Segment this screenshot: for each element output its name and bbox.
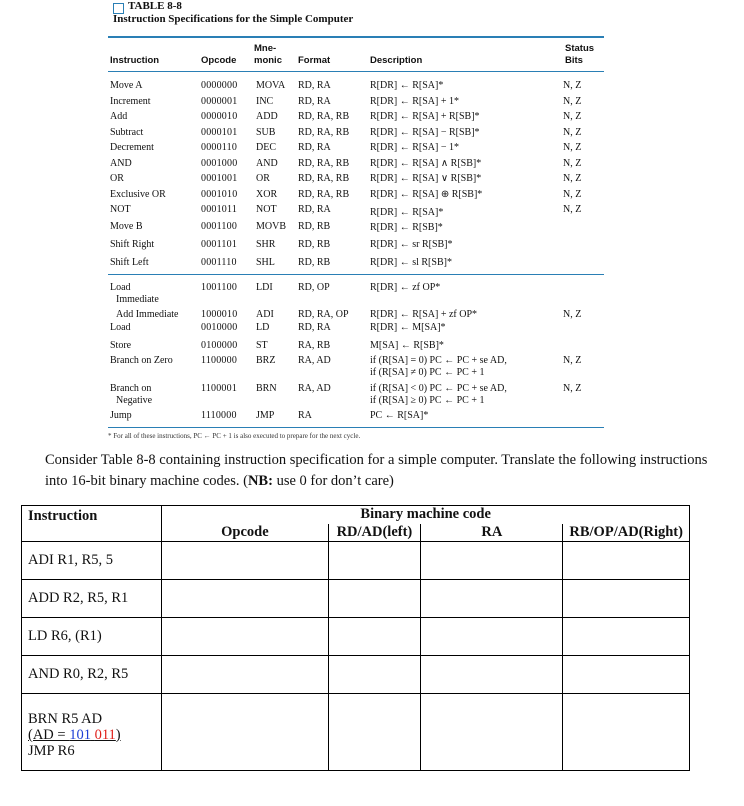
instruction-cell: LD R6, (R1)	[22, 618, 162, 656]
row-format: RD, RA, RB	[298, 173, 350, 184]
row-mnemonic: OR	[256, 173, 270, 184]
table-caption	[108, 0, 604, 30]
opcode-cell[interactable]	[162, 656, 328, 694]
table-row	[108, 173, 604, 189]
row-description: R[DR] ← R[SA] + zf OP*	[370, 309, 478, 320]
instruction-spec-table	[108, 0, 604, 440]
row-mnemonic: MOVA	[256, 80, 286, 91]
row-name: Add Immediate	[116, 309, 179, 320]
table-row	[108, 410, 604, 426]
row-status: N, Z	[563, 142, 582, 153]
ra-cell[interactable]	[421, 618, 563, 656]
row-name: Increment	[110, 95, 151, 107]
header-instruction: Instruction	[22, 506, 162, 542]
header-rb-op-ad-right: RB/OP/AD(Right)	[563, 524, 690, 542]
nb-label: NB:	[247, 473, 273, 489]
header-opcode: Opcode	[162, 524, 328, 542]
row-description: M[SA] ← R[SB]*	[370, 340, 444, 351]
table-label: TABLE 8-8	[128, 0, 182, 12]
instruction-cell: AND R0, R2, R5	[22, 656, 162, 694]
row-name-line2: Negative	[116, 395, 153, 406]
row-name: OR	[110, 173, 124, 184]
row-description: R[DR] ← R[SA] ∨ R[SB]*	[370, 173, 482, 184]
instruction-cell: ADD R2, R5, R1	[22, 580, 162, 618]
row-description: R[DR] ← R[SA] − 1*	[370, 142, 459, 153]
row-mnemonic: ADD	[256, 111, 278, 122]
row-status: N, Z	[563, 95, 582, 107]
row-format: RD, RA, RB	[298, 157, 350, 169]
table-title: Instruction Specifications for the Simple Computer	[113, 13, 354, 25]
nb-text: use 0 for don’t care)	[272, 473, 394, 489]
row-opcode: 1100000	[201, 355, 238, 366]
row-mnemonic: ST	[256, 340, 268, 351]
ad-prefix: (AD =	[28, 727, 70, 743]
row-status: N, Z	[563, 204, 582, 215]
table-row	[22, 694, 690, 771]
table-row-continued	[108, 367, 604, 383]
row-name: NOT	[110, 204, 131, 215]
col-opcode: Opcode	[201, 55, 237, 66]
question-text	[45, 450, 720, 492]
rd-cell[interactable]	[328, 542, 421, 580]
row-description: R[DR] ← M[SA]*	[370, 322, 446, 333]
row-opcode: 0000001	[201, 95, 238, 107]
ad-value	[28, 727, 155, 743]
opcode-cell[interactable]	[162, 580, 328, 618]
row-format: RD, RA, RB	[298, 188, 350, 200]
row-opcode: 0000010	[201, 111, 238, 122]
table-footnote: * For all of these instructions, PC ← PC + 1 is also executed to prepare for the next cycle.	[108, 432, 361, 440]
row-name: Branch on Zero	[110, 355, 173, 366]
col-mnemonic-2: monic	[254, 55, 282, 66]
row-opcode: 1001100	[201, 282, 238, 293]
row-description: if (R[SA] < 0) PC ← PC + se AD,	[370, 383, 507, 394]
table-row	[22, 618, 690, 656]
rd-cell[interactable]	[328, 618, 421, 656]
row-mnemonic: LD	[256, 322, 270, 333]
table-row	[108, 204, 604, 220]
row-opcode: 1100001	[201, 383, 238, 394]
table-row	[108, 239, 604, 255]
ad-left-bits: 101	[69, 727, 91, 743]
row-opcode: 0001001	[201, 173, 238, 184]
row-description: R[DR] ← R[SB]*	[370, 222, 443, 233]
row-description: R[DR] ← R[SA]*	[370, 80, 444, 91]
row-status: N, Z	[563, 111, 582, 122]
opcode-cell[interactable]	[162, 618, 328, 656]
table-row	[108, 322, 604, 338]
ad-suffix: )	[115, 727, 121, 743]
row-format: RA, AD	[298, 383, 331, 394]
row-name: Move B	[110, 221, 143, 232]
row-description: R[DR] ← R[SA] − R[SB]*	[370, 126, 480, 138]
col-description: Description	[370, 55, 423, 66]
row-format: RD, RA	[298, 80, 331, 91]
row-opcode: 0010000	[201, 322, 238, 333]
row-name: Subtract	[110, 126, 144, 138]
row-name-line2: Immediate	[116, 294, 159, 305]
row-name: Load	[110, 282, 131, 293]
row-description: R[DR] ← zf OP*	[370, 282, 441, 293]
opcode-cell[interactable]	[162, 542, 328, 580]
answer-table	[21, 505, 690, 771]
header-binary-machine-code: Binary machine code	[162, 506, 690, 524]
row-name: Branch on	[110, 383, 152, 394]
row-description: R[DR] ← R[SA] + R[SB]*	[370, 111, 480, 122]
ra-cell[interactable]	[421, 694, 563, 771]
row-format: RD, RA	[298, 95, 331, 107]
row-name: Exclusive OR	[110, 188, 166, 200]
table-row	[108, 142, 604, 158]
row-name: Shift Right	[110, 239, 155, 250]
row-status: N, Z	[563, 383, 582, 394]
row-mnemonic: INC	[256, 95, 274, 107]
row-opcode: 0001000	[201, 157, 238, 169]
row-format: RA, AD	[298, 355, 331, 366]
col-instruction: Instruction	[110, 55, 160, 66]
table-row	[22, 580, 690, 618]
row-description: R[DR] ← R[SA] ∧ R[SB]*	[370, 157, 482, 169]
row-status: N, Z	[563, 355, 582, 366]
row-opcode: 1110000	[201, 410, 237, 421]
rd-cell[interactable]	[328, 694, 421, 771]
row-status: N, Z	[563, 309, 582, 320]
instruction-cell: ADI R1, R5, 5	[22, 542, 162, 580]
row-format: RD, RA, RB	[298, 126, 350, 138]
row-mnemonic: MOVB	[256, 221, 287, 232]
table-row	[108, 340, 604, 356]
row-mnemonic: SHL	[256, 257, 275, 268]
row-status: N, Z	[563, 126, 582, 138]
header-rd-ad-left: RD/AD(left)	[328, 524, 421, 542]
row-mnemonic: SUB	[256, 126, 276, 138]
jmp-instruction: JMP R6	[28, 743, 75, 759]
question-body: Consider Table 8-8 containing instruction specification for a simple computer. Translate the following instructions into 16-bit binary machine codes. (	[45, 452, 708, 489]
row-mnemonic: XOR	[256, 188, 278, 200]
row-mnemonic: NOT	[256, 204, 277, 215]
table-row	[108, 221, 604, 237]
header-rule	[108, 71, 604, 72]
row-format: RD, RA, OP	[298, 309, 349, 320]
table-row	[22, 656, 690, 694]
col-status-1: Status	[565, 43, 595, 54]
row-mnemonic: AND	[256, 157, 278, 169]
table-row	[22, 542, 690, 580]
row-mnemonic: BRN	[256, 383, 277, 394]
rb-cell[interactable]	[563, 542, 690, 580]
table-row-continued	[108, 395, 604, 411]
row-format: RD, RA	[298, 204, 331, 215]
row-format: RD, RA	[298, 142, 331, 153]
row-name: Jump	[110, 410, 132, 421]
rd-cell[interactable]	[328, 580, 421, 618]
row-description: PC ← R[SA]*	[370, 410, 429, 421]
row-opcode: 0001110	[201, 257, 237, 268]
row-name: Shift Left	[110, 257, 149, 268]
row-opcode: 0100000	[201, 340, 238, 351]
row-mnemonic: SHR	[256, 239, 276, 250]
row-status: N, Z	[563, 80, 582, 91]
bottom-rule	[108, 427, 604, 428]
row-name: Store	[110, 340, 132, 351]
table-row	[108, 96, 604, 112]
row-format: RA	[298, 410, 312, 421]
row-name: Add	[110, 111, 128, 122]
row-opcode: 0001011	[201, 204, 238, 215]
row-format: RA, RB	[298, 340, 331, 351]
row-opcode: 0001010	[201, 188, 238, 200]
row-opcode: 0001100	[201, 221, 238, 232]
table-row	[108, 111, 604, 127]
row-name: AND	[110, 157, 132, 169]
row-opcode: 0000000	[201, 80, 238, 91]
row-description: R[DR] ← R[SA]*	[370, 207, 444, 218]
row-mnemonic: JMP	[256, 410, 275, 421]
row-format: RD, OP	[298, 282, 330, 293]
header-ra: RA	[421, 524, 563, 542]
row-description: if (R[SA] = 0) PC ← PC + se AD,	[370, 355, 507, 366]
ra-cell[interactable]	[421, 542, 563, 580]
row-opcode: 0001101	[201, 239, 238, 250]
brn-instruction: BRN R5 AD	[28, 711, 103, 727]
col-status-2: Bits	[565, 55, 583, 66]
row-format: RD, RA, RB	[298, 111, 350, 122]
row-status: N, Z	[563, 157, 582, 169]
table-row	[108, 80, 604, 96]
row-format: RD, RB	[298, 239, 331, 250]
row-mnemonic: ADI	[256, 309, 274, 320]
row-mnemonic: LDI	[256, 282, 273, 293]
table-row	[108, 158, 604, 174]
row-format: RD, RB	[298, 221, 331, 232]
row-opcode: 1000010	[201, 309, 238, 320]
ra-cell[interactable]	[421, 656, 563, 694]
row-description: R[DR] ← R[SA] + 1*	[370, 95, 459, 107]
row-description: R[DR] ← sr R[SB]*	[370, 239, 453, 250]
row-name: Load	[110, 322, 131, 333]
table-row	[108, 189, 604, 205]
rd-cell[interactable]	[328, 656, 421, 694]
row-mnemonic: DEC	[256, 142, 276, 153]
row-status: N, Z	[563, 188, 582, 200]
opcode-cell[interactable]	[162, 694, 328, 771]
col-mnemonic-1: Mne-	[254, 43, 277, 54]
instruction-cell	[22, 694, 162, 771]
rb-cell[interactable]	[563, 694, 690, 771]
row-description-line2: if (R[SA] ≥ 0) PC ← PC + 1	[370, 395, 485, 406]
row-format: RD, RB	[298, 257, 331, 268]
row-opcode: 0000101	[201, 126, 238, 138]
row-name: Decrement	[110, 142, 154, 153]
row-status: N, Z	[563, 173, 582, 184]
ad-right-bits: 011	[94, 727, 116, 743]
ra-cell[interactable]	[421, 580, 563, 618]
table-row	[108, 257, 604, 273]
row-format: RD, RA	[298, 322, 331, 333]
rb-cell[interactable]	[563, 656, 690, 694]
row-name: Move A	[110, 80, 143, 91]
table-row-continued	[108, 294, 604, 310]
row-description: R[DR] ← R[SA] ⊕ R[SB]*	[370, 188, 483, 200]
row-description-line2: if (R[SA] ≠ 0) PC ← PC + 1	[370, 367, 485, 378]
row-description: R[DR] ← sl R[SB]*	[370, 257, 452, 268]
table-row	[108, 127, 604, 143]
row-mnemonic: BRZ	[256, 355, 276, 366]
top-rule	[108, 36, 604, 38]
col-format: Format	[298, 55, 331, 66]
section-rule	[108, 274, 604, 275]
rb-cell[interactable]	[563, 618, 690, 656]
rb-cell[interactable]	[563, 580, 690, 618]
row-opcode: 0000110	[201, 142, 238, 153]
